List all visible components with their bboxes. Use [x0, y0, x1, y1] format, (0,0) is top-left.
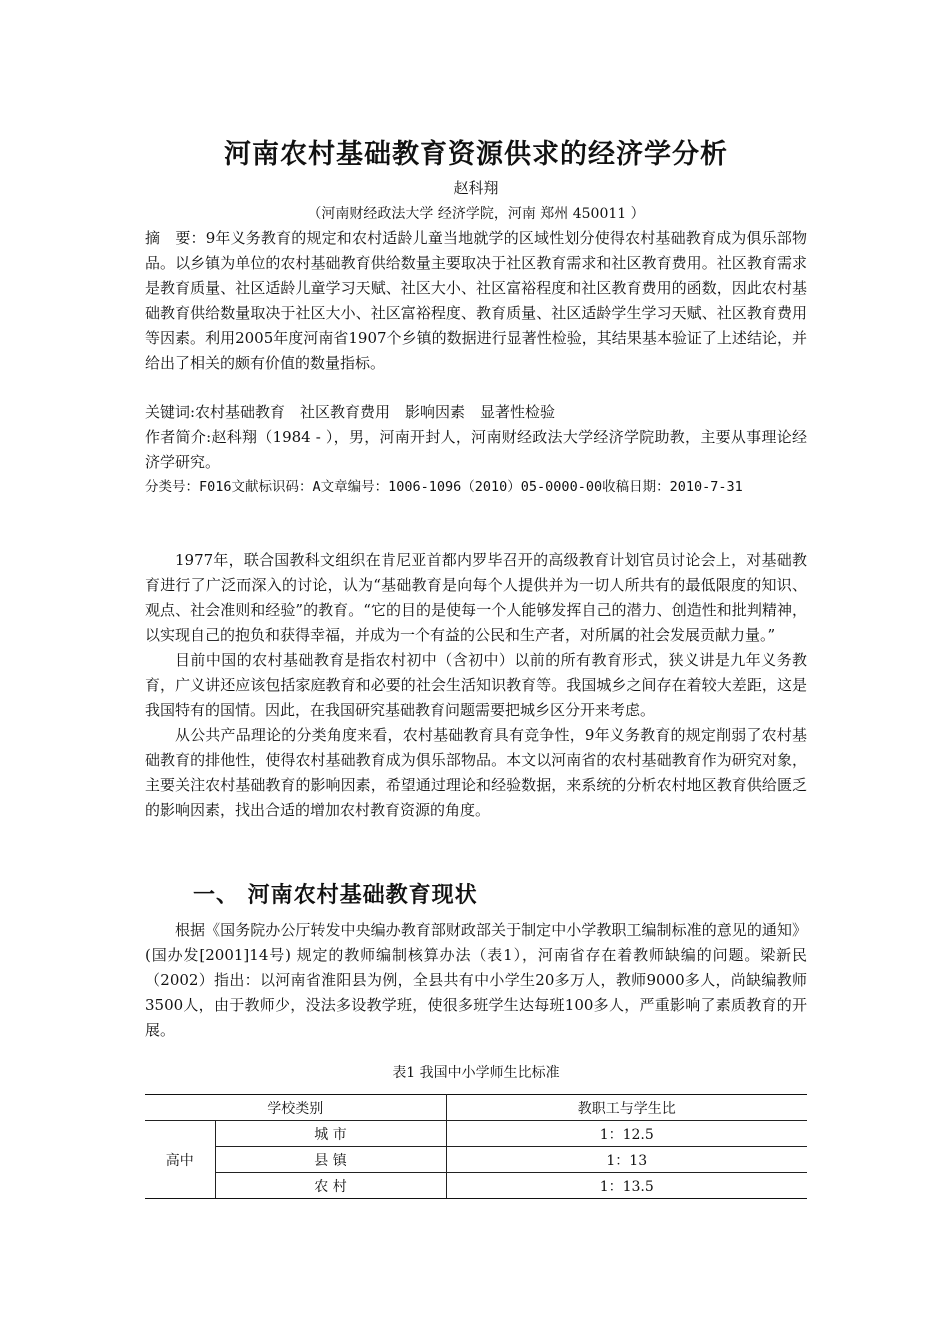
group-cell: 高中 [145, 1121, 215, 1199]
ratio-table [145, 1094, 807, 1199]
ratio-cell: 1：13.5 [446, 1173, 807, 1199]
paragraph: 从公共产品理论的分类角度来看，农村基础教育具有竞争性，9年义务教育的规定削弱了农村基础教育的排他性，使得农村基础教育成为俱乐部物品。本文以河南省的农村基础教育作为研究对象，主要关注农村基础教育的影响因素，希望通过理论和经验数据，来系统的分析农村地区教育供给匮乏的影响因素，找出合适的增加农村教育资源的角度。 [145, 726, 807, 819]
ratio-cell: 1：13 [446, 1147, 807, 1173]
area-cell: 县 镇 [215, 1147, 446, 1173]
section-body [145, 918, 807, 1043]
table-header-row [145, 1095, 807, 1121]
keywords: 关键词:农村基础教育 社区教育费用 影响因素 显著性检验 [145, 403, 556, 421]
table-caption: 表1 我国中小学师生比标准 [392, 1065, 560, 1081]
abstract: 摘 要：9年义务教育的规定和农村适龄儿童当地就学的区域性划分使得农村基础教育成为俱乐部物品。以乡镇为单位的农村基础教育供给数量主要取决于社区教育需求和社区教育费用。社区教育需求是教育质量、社区适龄儿童学习天赋、社区大小、社区富裕程度和社区教育费用的函数，因此农村基础教育供给数量取决于社区大小、社区富裕程度、教育质量、社区适龄学生学习天赋、社区教育费用等因素。利用2005年度河南省1907个乡镇的数据进行显著性检验，其结果基本验证了上述结论，并给出了相关的颇有价值的数量指标。 [145, 229, 807, 372]
introduction [145, 548, 807, 823]
author-bio: 作者简介:赵科翔（1984 - ），男，河南开封人，河南财经政法大学经济学院助教，主要从事理论经济学研究。 [145, 428, 807, 471]
classification-line: 分类号：F016文献标识码：A文章编号：1006-1096（2010）05-0000-00收稿日期：2010-7-31 [145, 479, 743, 495]
table-row [145, 1173, 807, 1199]
author-name: 赵科翔 [453, 179, 499, 197]
table-row [145, 1121, 807, 1147]
header-ratio: 教职工与学生比 [446, 1095, 807, 1121]
section-heading: 一、 河南农村基础教育现状 [193, 883, 478, 908]
area-cell: 农 村 [215, 1173, 446, 1199]
paragraph: 1977年，联合国教科文组织在肯尼亚首都内罗毕召开的高级教育计划官员讨论会上，对基础教育进行了广泛而深入的讨论，认为“基础教育是向每个人提供并为一切人所共有的最低限度的知识、观点、社会准则和经验”的教育。“它的目的是使每一个人能够发挥自己的潜力、创造性和批判精神，以实现自己的抱负和获得幸福，并成为一个有益的公民和生产者，对所属的社会发展贡献力量。” [145, 551, 807, 644]
paper-title: 河南农村基础教育资源供求的经济学分析 [224, 139, 728, 170]
header-school-type: 学校类别 [145, 1095, 446, 1121]
table-row [145, 1147, 807, 1173]
author-affiliation: （河南财经政法大学 经济学院，河南 郑州 450011 ） [307, 206, 645, 222]
paragraph: 根据《国务院办公厅转发中央编办教育部财政部关于制定中小学教职工编制标准的意见的通知》(国办发[2001]14号) 规定的教师编制核算办法（表1），河南省存在着教师缺编的问题。梁新民（2002）指出：以河南省淮阳县为例，全县共有中小学生20多万人，教师9000多人，尚缺编教师3500人，由于教师少，没法多设教学班，使很多班学生达每班100多人，严重影响了素质教育的开展。 [145, 921, 807, 1039]
ratio-cell: 1：12.5 [446, 1121, 807, 1147]
area-cell: 城 市 [215, 1121, 446, 1147]
paragraph: 目前中国的农村基础教育是指农村初中（含初中）以前的所有教育形式，狭义讲是九年义务教育，广义讲还应该包括家庭教育和必要的社会生活知识教育等。我国城乡之间存在着较大差距，这是我国特有的国情。因此，在我国研究基础教育问题需要把城乡区分开来考虑。 [145, 651, 807, 719]
